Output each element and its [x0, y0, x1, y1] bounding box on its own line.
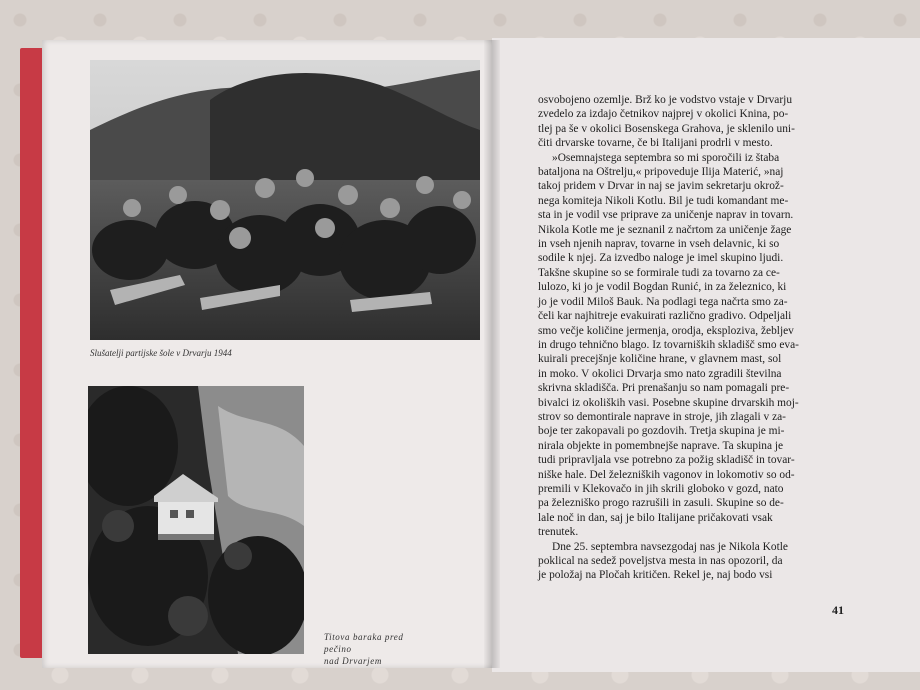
text-line: čeli kar najhitreje evakuirati različno gradivo. Odpeljali	[538, 310, 792, 323]
text-line: takoj pridem v Drvar in naj se javim sekretarju okrož-	[538, 180, 784, 193]
paragraph-3	[538, 540, 860, 583]
page-number: 41	[832, 603, 844, 617]
text-line: tlej pa še v okolici Bosenskega Grahova, je sklenilo uni-	[538, 122, 795, 135]
text-line: jo je vodil Miloš Bauk. Na podlagi tega načrta smo za-	[538, 295, 788, 308]
text-line: kuirali precejšnje količine hrane, v glavnem mast, sol	[538, 353, 782, 366]
text-line: in vseh njenih naprav, tovarne in vseh delavnic, ki so	[538, 238, 780, 251]
photo-tito-barrack-image	[88, 386, 304, 654]
paragraph-1	[538, 93, 860, 151]
text-line: tudi pripravljala vse potrebno za požig skladišč in tovar-	[538, 454, 795, 467]
text-line: »Osemnajstega septembra so mi sporočili iz štaba	[552, 151, 780, 164]
text-line: lale noč in dan, saj je bilo Italijane pričakovati vsak	[538, 511, 773, 524]
text-line: in drugo tehnično blago. Iz tovarniških skladišč smo eva-	[538, 338, 799, 351]
book-gutter	[484, 40, 500, 668]
text-line: smo večje količine jermenja, orodja, eksploziva, žebljev	[538, 324, 794, 337]
text-line: čiti drvarske tovarne, če bi Italijani prodrli v mesto.	[538, 137, 773, 150]
photo-1-caption: Slušatelji partijske šole v Drvarju 1944	[90, 348, 232, 358]
text-line: je položaj na Pločah kritičen. Rekel je, naj bodo vsi	[538, 569, 773, 582]
body-text	[538, 93, 860, 583]
text-line: sta in je vodil vse priprave za uničenje naprav in tovarn.	[538, 209, 794, 222]
text-line: niške hale. Del železniških vagonov in lokomotiv so od-	[538, 468, 795, 481]
text-line: pa železniško progo razrušili in zasuli. Skupine so de-	[538, 497, 784, 510]
photo-2-caption-line-2: nad Drvarjem	[324, 656, 382, 666]
text-line: trenutek.	[538, 526, 579, 539]
text-line: nega komiteja Nikoli Kotlu. Bil je tudi komandant me-	[538, 194, 789, 207]
text-line: skrivna skladišča. Pri prenašanju so nam pomagali pre-	[538, 382, 790, 395]
text-line: in moko. V okolici Drvarja smo nato zgradili številna	[538, 367, 782, 380]
text-line: sodile k njej. Za izvedbo naloge je imel skupino ljudi.	[538, 252, 784, 265]
photo-students-group	[90, 60, 480, 340]
text-line: osvobojeno ozemlje. Brž ko je vodstvo vstaje v Drvarju	[538, 94, 793, 106]
text-line: poklical na sedež poveljstva mesta in nas opozoril, da	[538, 555, 783, 567]
text-line: Nikola Kotle me je seznanil z načrtom za uničenje žage	[538, 223, 792, 236]
text-line: nirala objekte in pomembnejše naprave. Ta skupina je	[538, 439, 784, 452]
text-line: strov so demontirale naprave in stroje, jih zlagali v za-	[538, 410, 786, 423]
text-line: lulozo, ki jo je vodil Bogdan Runić, in za železnico, ki	[538, 281, 787, 294]
photo-2-caption-line-1: Titova baraka pred pečino	[324, 632, 404, 654]
text-line: boje ter zakopavali po gozdovih. Tretja skupina je mi-	[538, 425, 785, 438]
photo-students-group-image	[90, 60, 480, 340]
text-line: Dne 25. septembra navsezgodaj nas je Nikola Kotle	[552, 540, 788, 553]
text-line: premili v Klekovačo in jih skrili globoko v gozd, nato	[538, 482, 784, 495]
photo-tito-barrack	[88, 386, 304, 654]
photo-2-caption	[324, 631, 432, 667]
text-line: zvedelo za izdajo četnikov najprej v okolici Knina, po-	[538, 108, 789, 121]
text-line: bivalci iz okoliških vasi. Posebne skupine drvarskih moj-	[538, 396, 799, 409]
text-line: bataljona na Oštrelju,« pripoveduje Ilija Materić, »naj	[538, 166, 784, 179]
paragraph-2	[538, 151, 860, 540]
text-line: Takšne skupine so se formirale tudi za tovarno za ce-	[538, 266, 780, 279]
